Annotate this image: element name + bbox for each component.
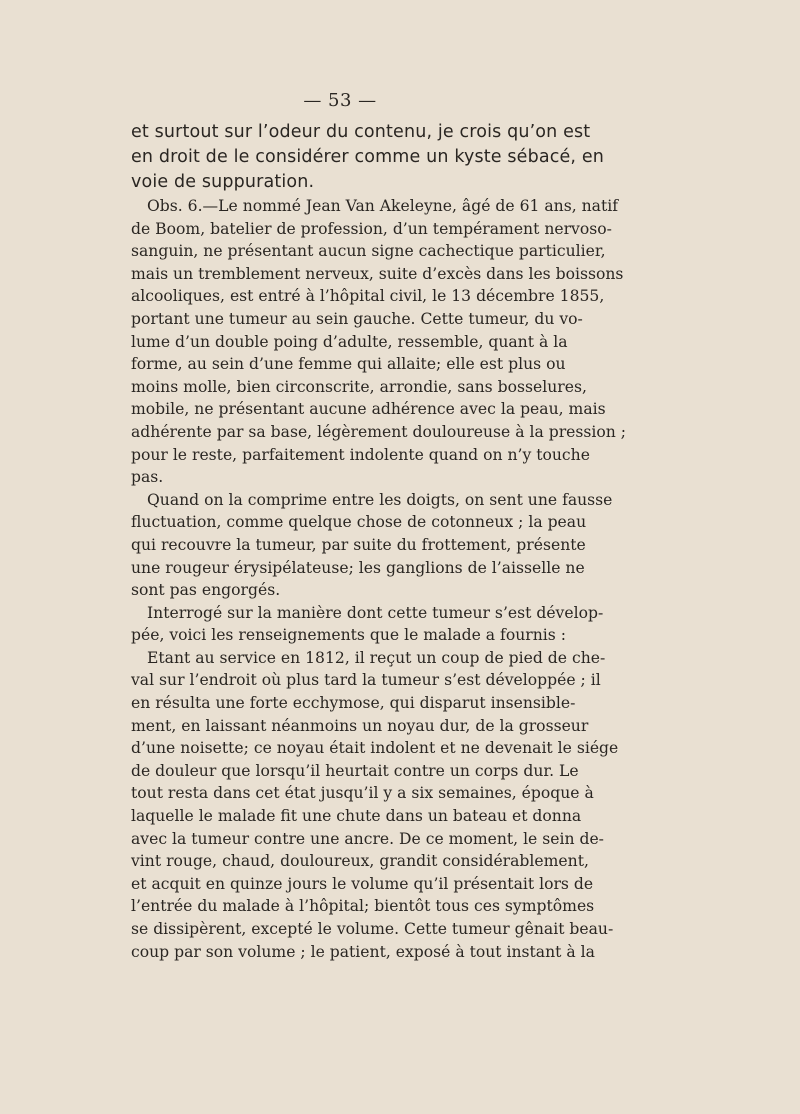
text-line: qui recouvre la tumeur, par suite du frottement, présente [131,535,586,554]
text-line: mobile, ne présentant aucune adhérence avec la peau, mais [131,400,606,419]
paragraph-interrogation [131,602,604,647]
paragraph-observation-6 [131,195,627,489]
text-line: pas. [131,468,164,487]
text-line: coup par son volume ; le patient, exposé à tout instant à la [131,942,595,961]
text-line: pour le reste, parfaitement indolente quand on n’y touche [131,445,590,464]
text-line: voie de suppuration. [131,172,315,192]
text-line: de Boom, batelier de profession, d’un tempérament nervoso- [131,219,612,238]
text-line: l’entrée du malade à l’hôpital; bientôt tous ces symptômes [131,897,595,916]
text-line: laquelle le malade fit une chute dans un bateau et donna [131,807,582,826]
text-line: Etant au service en 1812, il reçut un coup de pied de che- [147,648,606,667]
text-line: en droit de le considérer comme un kyste sébacé, en [131,147,604,167]
text-line: ment, en laissant néanmoins un noyau dur, de la grosseur [131,716,589,735]
text-line: Obs. 6.—Le nommé Jean Van Akeleyne, âgé de 61 ans, natif [147,197,618,215]
text-line: val sur l’endroit où plus tard la tumeur s’est développée ; il [131,671,601,690]
text-line: avec la tumeur contre une ancre. De ce moment, le sein de- [131,829,604,848]
text-line: sanguin, ne présentant aucun signe cachectique particulier, [131,242,606,261]
text-line: d’une noisette; ce noyau était indolent et ne devenait le siége [131,739,619,758]
text-line: portant une tumeur au sein gauche. Cette tumeur, du vo- [131,309,583,328]
text-line: moins molle, bien circonscrite, arrondie, sans bosselures, [131,377,587,396]
text-line: forme, au sein d’une femme qui allaite; elle est plus ou [131,355,566,374]
text-line: et surtout sur l’odeur du contenu, je crois qu’on est [131,122,591,142]
page-number: — 53 — [303,90,377,111]
body-text [131,195,627,963]
text-line: lume d’un double poing d’adulte, ressemble, quant à la [131,332,568,351]
text-line: Interrogé sur la manière dont cette tumeur s’est dévelop- [147,603,604,622]
text-line: Quand on la comprime entre les doigts, on sent une fausse [147,490,613,509]
text-line: en résulta une forte ecchymose, qui disparut insensible- [131,694,576,713]
text-line: une rougeur érysipélateuse; les ganglions de l’aisselle ne [131,558,585,577]
text-line: mais un tremblement nerveux, suite d’excès dans les boissons [131,264,624,283]
text-line: tout resta dans cet état jusqu’il y a six semaines, époque à [131,784,594,803]
text-line: pée, voici les renseignements que le malade a fournis : [131,626,566,645]
paragraph-fluctuation [131,489,613,602]
text-line: alcooliques, est entré à l’hôpital civil, le 13 décembre 1855, [131,287,605,306]
text-line: vint rouge, chaud, douloureux, grandit considérablement, [131,852,589,871]
text-line: et acquit en quinze jours le volume qu’il présentait lors de [131,874,594,893]
text-line: fluctuation, comme quelque chose de cotonneux ; la peau [131,513,587,532]
text-line: sont pas engorgés. [131,581,281,600]
text-line: se dissipèrent, excepté le volume. Cette tumeur gênait beau- [131,920,614,938]
text-line: adhérente par sa base, légèrement douloureuse à la pression ; [131,422,627,441]
lead-paragraph [131,120,604,195]
paragraph-history [131,647,619,963]
text-line: de douleur que lorsqu’il heurtait contre un corps dur. Le [131,761,579,780]
